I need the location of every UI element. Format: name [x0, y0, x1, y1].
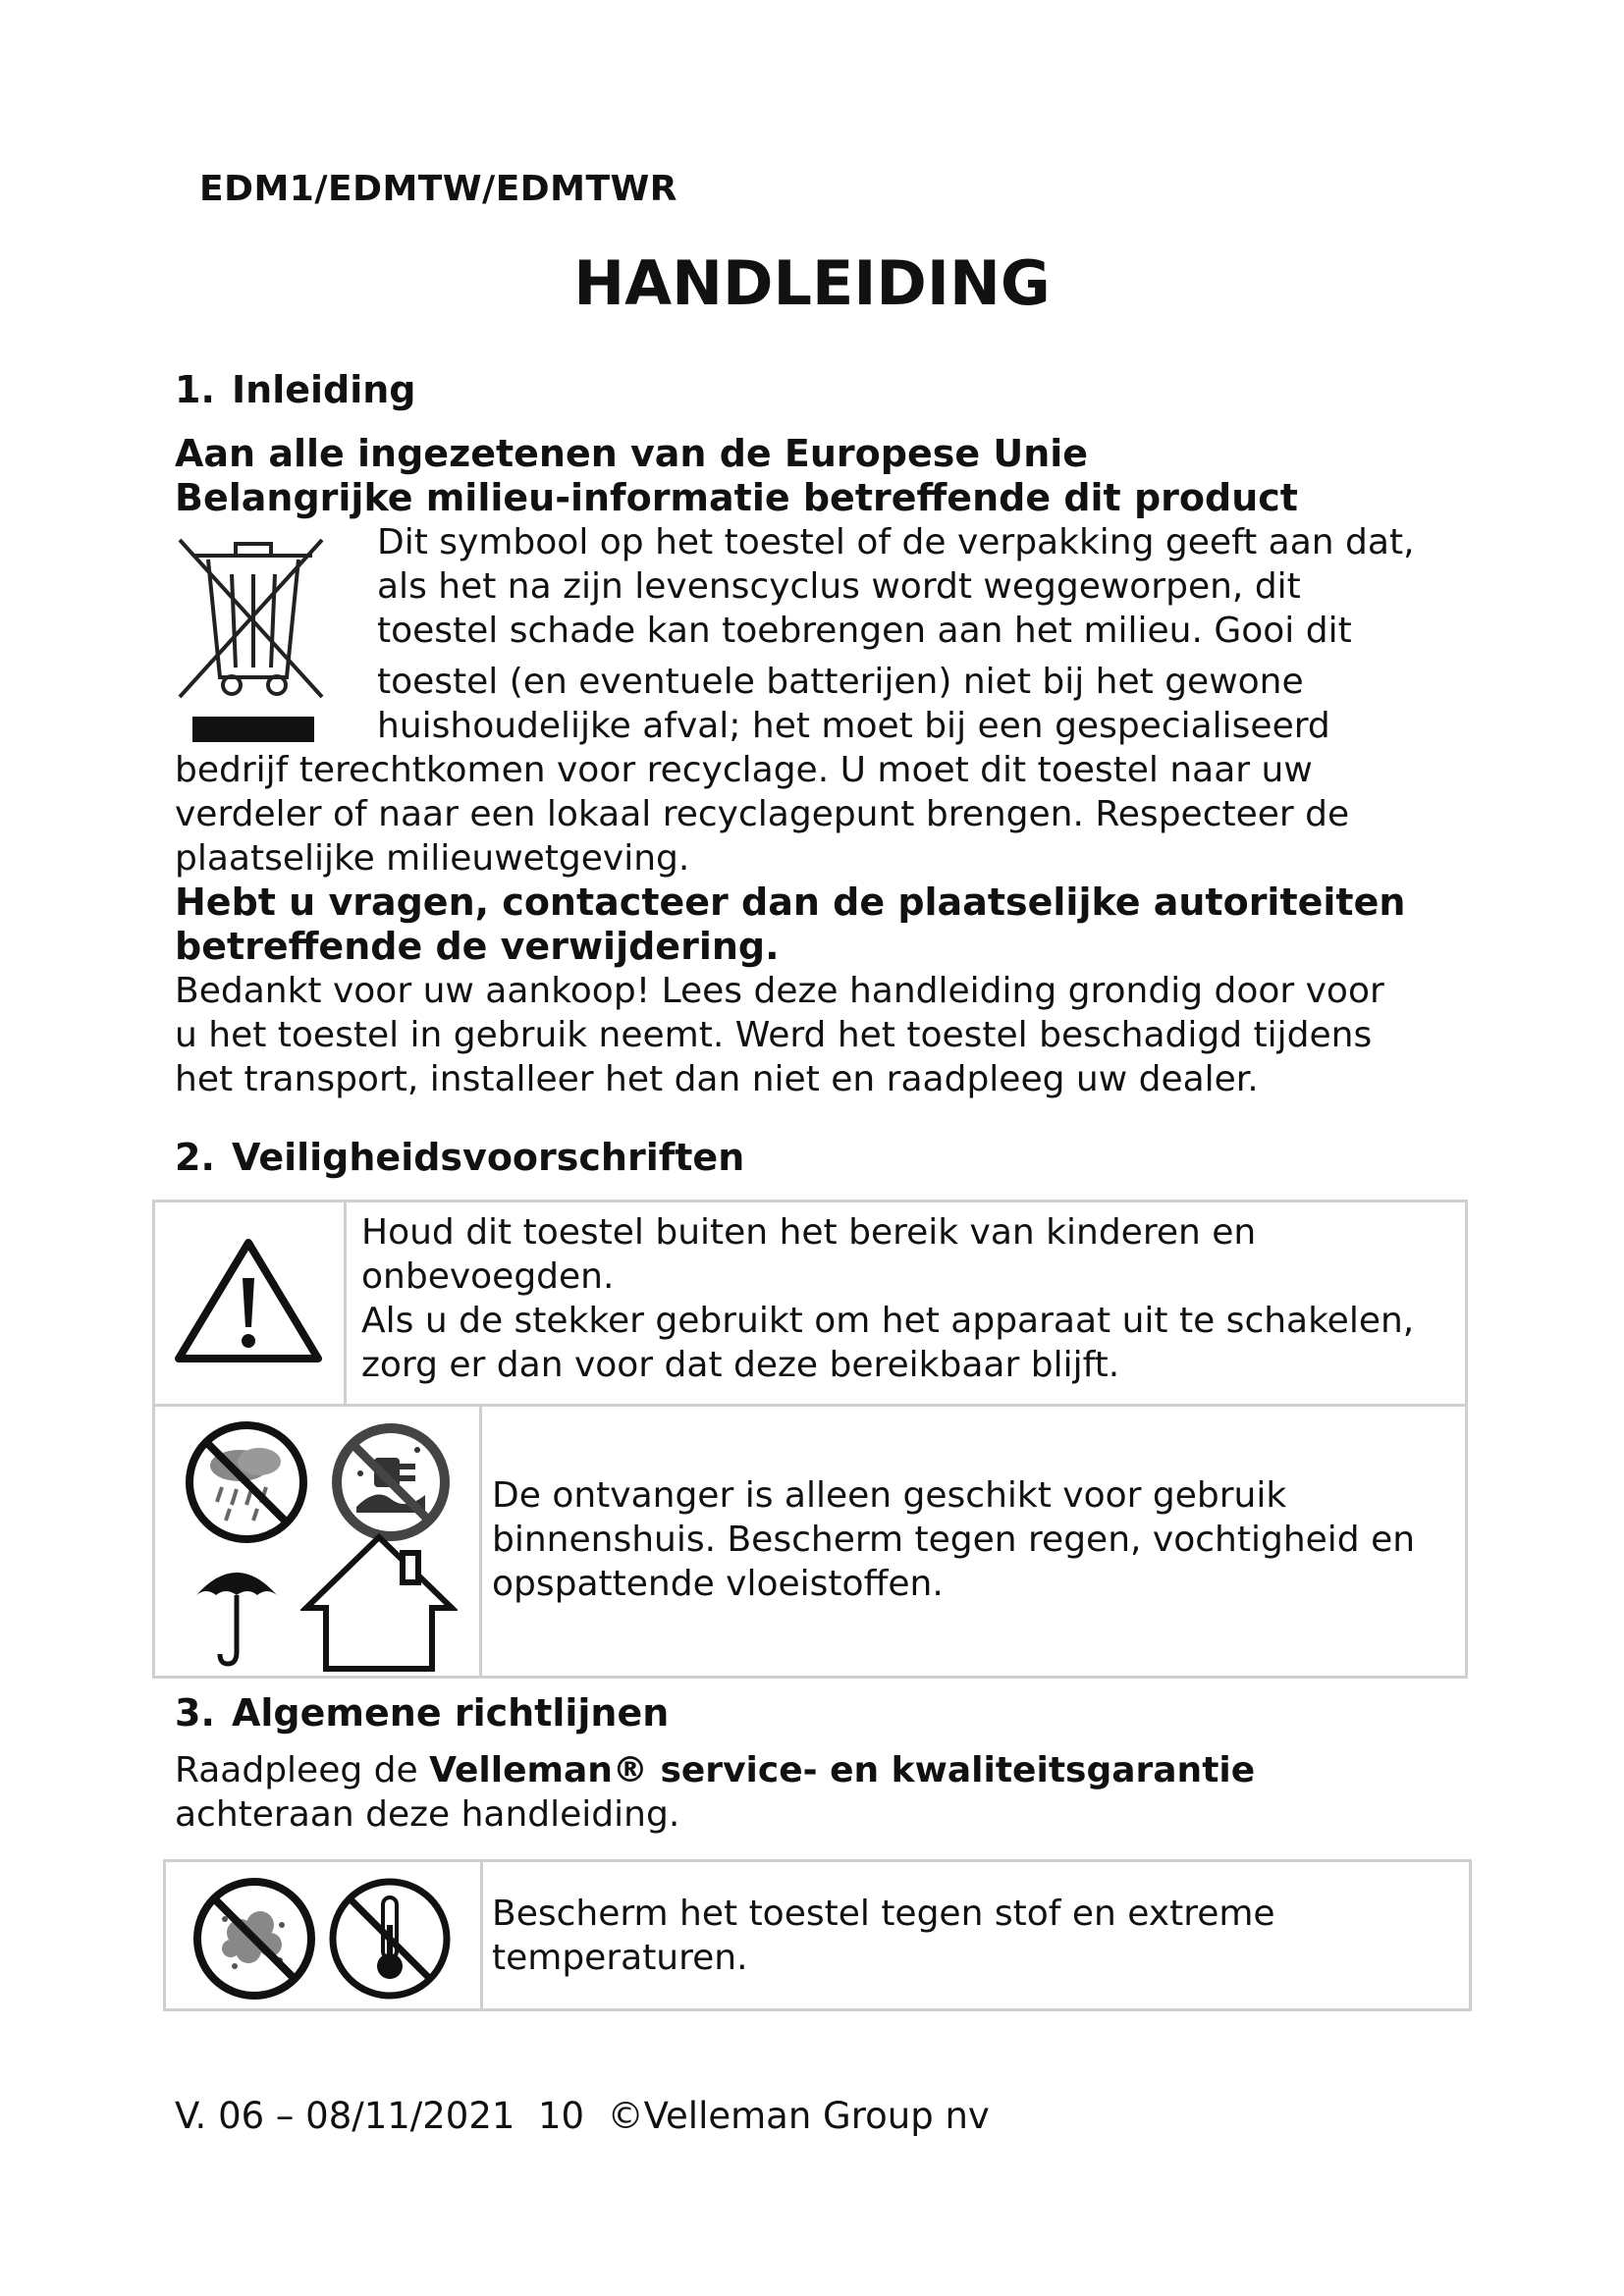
weee-bin-icon — [175, 530, 332, 756]
no-dust-icon — [191, 1876, 317, 2002]
questions-line: betreffende de verwijdering. — [175, 925, 780, 968]
weee-text-line: Dit symbool op het toestel of de verpakking geeft aan dat, — [377, 522, 1415, 562]
indoor-text-line: opspattende vloeistoffen. — [492, 1564, 944, 1604]
section-3-heading — [175, 1691, 669, 1735]
guarantee-reference — [175, 1748, 1255, 1792]
version-date: V. 06 – 08/11/2021 — [175, 2095, 515, 2137]
recycling-text-line: verdeler of naar een lokaal recyclagepunt brengen. Respecteer de — [175, 794, 1350, 834]
recycling-text-line: plaatselijke milieuwetgeving. — [175, 838, 690, 879]
environment-info-line: Belangrijke milieu-informatie betreffende dit product — [175, 476, 1298, 519]
table-column-divider — [344, 1202, 347, 1405]
section-number: 2. — [175, 1136, 215, 1179]
protection-text-line: Bescherm het toestel tegen stof en extreme — [492, 1894, 1275, 1934]
recycling-text-line: bedrijf terechtkomen voor recyclage. U moet dit toestel naar uw — [175, 750, 1313, 790]
weee-text-line: toestel schade kan toebrengen aan het milieu. Gooi dit — [377, 611, 1352, 651]
thanks-text-line: het transport, installeer het dan niet en raadpleeg uw dealer. — [175, 1059, 1259, 1099]
section-2-heading — [175, 1136, 744, 1179]
no-extreme-temperature-icon — [327, 1876, 453, 2002]
no-splash-icon — [327, 1418, 455, 1546]
eu-residents-line: Aan alle ingezetenen van de Europese Unie — [175, 432, 1089, 475]
indoor-house-icon — [300, 1531, 458, 1674]
table-column-divider — [479, 1405, 482, 1676]
weee-text-line: huishoudelijke afval; het moet bij een gespecialiseerd — [377, 706, 1330, 746]
copyright: ©Velleman Group nv — [607, 2095, 990, 2137]
safety-text-line: Als u de stekker gebruikt om het apparaat uit te schakelen, — [361, 1301, 1415, 1341]
page-title: HANDLEIDING — [573, 247, 1051, 319]
section-title: Veiligheidsvoorschriften — [232, 1136, 745, 1179]
thanks-text-line: Bedankt voor uw aankoop! Lees deze handleiding grondig door voor — [175, 971, 1384, 1011]
protection-text-line: temperaturen. — [492, 1938, 748, 1978]
safety-text-line: zorg er dan voor dat deze bereikbaar blijft. — [361, 1345, 1120, 1385]
safety-table — [152, 1200, 1468, 1679]
thanks-text-line: u het toestel in gebruik neemt. Werd het toestel beschadigd tijdens — [175, 1015, 1373, 1055]
safety-text-line: Houd dit toestel buiten het bereik van kinderen en — [361, 1212, 1257, 1253]
guarantee-name: Velleman® service- en kwaliteitsgarantie — [429, 1750, 1256, 1790]
section-number: 1. — [175, 368, 215, 411]
guidelines-table — [163, 1859, 1472, 2011]
weee-text-line: als het na zijn levenscyclus wordt weggeworpen, dit — [377, 566, 1301, 607]
page-footer — [175, 2095, 990, 2137]
indoor-text-line: binnenshuis. Bescherm tegen regen, vochtigheid en — [492, 1520, 1416, 1560]
table-column-divider — [480, 1862, 483, 2008]
guarantee-prefix: Raadpleeg de — [175, 1750, 430, 1790]
indoor-text-line: De ontvanger is alleen geschikt voor gebruik — [492, 1475, 1287, 1516]
section-title: Inleiding — [232, 368, 416, 411]
section-title: Algemene richtlijnen — [232, 1691, 670, 1735]
section-number: 3. — [175, 1691, 215, 1735]
safety-text-line: onbevoegden. — [361, 1256, 615, 1297]
weee-text-line: toestel (en eventuele batterijen) niet bij het gewone — [377, 662, 1304, 702]
umbrella-icon — [192, 1556, 281, 1669]
model-number: EDM1/EDMTW/EDMTWR — [199, 169, 677, 209]
warning-triangle-icon — [175, 1237, 322, 1364]
section-1-heading — [175, 368, 416, 411]
table-row-divider — [155, 1404, 1465, 1407]
questions-line: Hebt u vragen, contacteer dan de plaatselijke autoriteiten — [175, 881, 1406, 924]
guarantee-reference-line: achteraan deze handleiding. — [175, 1794, 680, 1835]
no-rain-icon — [183, 1418, 310, 1546]
page-number: 10 — [537, 2095, 585, 2137]
